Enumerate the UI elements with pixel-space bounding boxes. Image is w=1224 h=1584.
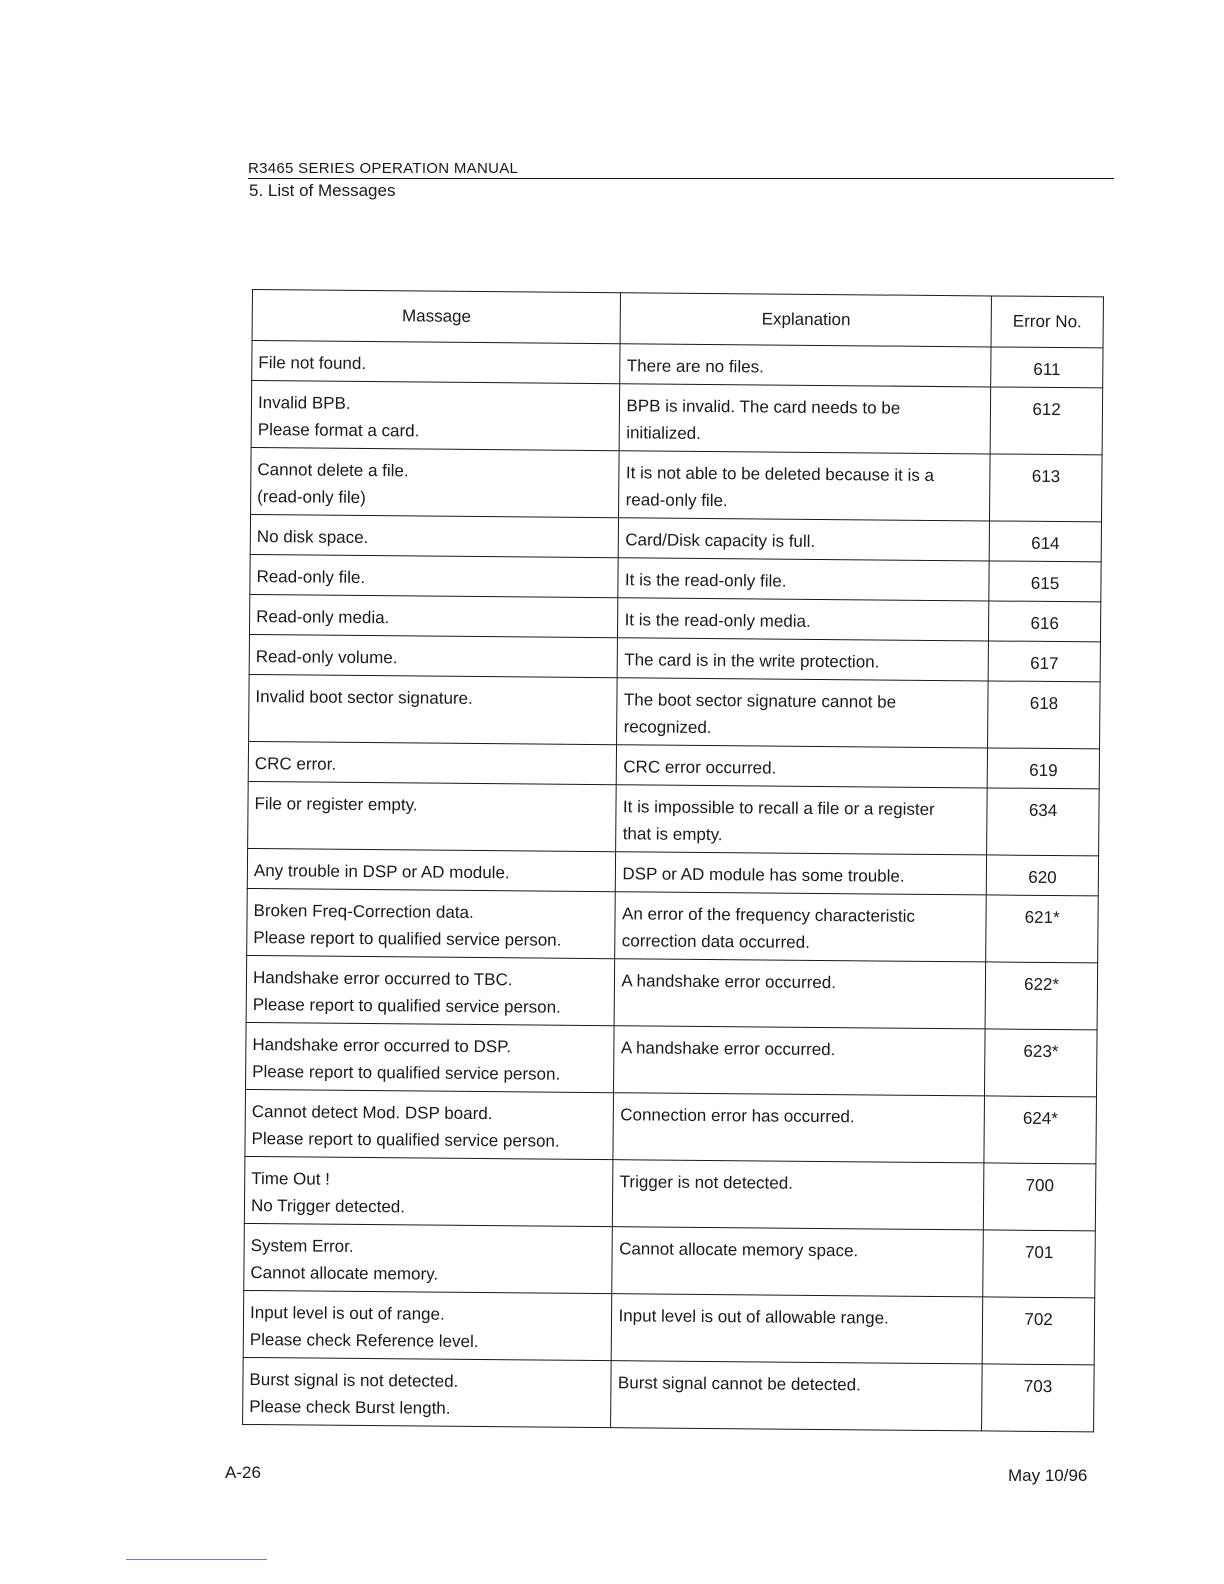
message-cell [248, 741, 617, 784]
explanation-cell-line: A handshake error occurred. [620, 1038, 836, 1060]
explanation-cell-line: Trigger is not detected. [619, 1172, 794, 1193]
error-number-cell: 618 [988, 681, 1100, 749]
message-cell-line: Broken Freq-Correction data. [253, 901, 474, 922]
message-cell-line: Read-only media. [256, 607, 390, 628]
explanation-cell [616, 852, 987, 895]
error-number-cell: 702 [982, 1297, 1094, 1365]
manual-title: R3465 SERIES OPERATION MANUAL [248, 160, 1114, 179]
table-row [246, 1022, 1098, 1096]
explanation-cell [619, 451, 990, 521]
explanation-cell [618, 638, 989, 681]
error-number-cell: 619 [987, 748, 1099, 789]
message-cell-line: Please report to qualified service person. [252, 1062, 561, 1084]
message-cell-line: Burst signal is not detected. [249, 1370, 459, 1391]
message-cell-line: File or register empty. [254, 794, 418, 815]
explanation-cell-line: DSP or AD module has some trouble. [622, 864, 905, 886]
error-number-cell: 621* [986, 895, 1098, 963]
message-cell-line: Time Out ! [251, 1169, 331, 1189]
explanation-cell-line: It is the read-only file. [624, 570, 787, 591]
message-cell-line: Handshake error occurred to DSP. [252, 1035, 512, 1057]
table-row [251, 381, 1103, 455]
message-cell-line: CRC error. [254, 754, 337, 774]
error-number-cell: 634 [987, 788, 1099, 856]
message-cell-line: (read-only file) [257, 487, 366, 508]
explanation-cell-line: It is impossible to recall a file or a register [622, 797, 935, 819]
message-cell [250, 554, 619, 597]
table-row [247, 888, 1099, 962]
message-cell [246, 1022, 615, 1092]
message-cell [243, 1357, 612, 1427]
table-row [249, 674, 1101, 748]
error-number-cell: 617 [988, 641, 1100, 682]
table-row [245, 1089, 1097, 1163]
message-cell [251, 447, 620, 517]
explanation-cell [620, 344, 991, 387]
message-cell [246, 955, 615, 1025]
message-cell [247, 848, 616, 891]
explanation-cell-line: read-only file. [625, 490, 728, 511]
error-number-cell: 616 [989, 601, 1101, 642]
message-cell [252, 341, 621, 384]
error-number-cell: 615 [989, 561, 1101, 602]
explanation-cell-line: Burst signal cannot be detected. [617, 1373, 861, 1395]
table-row [244, 1223, 1096, 1297]
explanation-cell-line: A handshake error occurred. [621, 971, 837, 993]
message-cell-line: Cannot detect Mod. DSP board. [251, 1102, 493, 1124]
message-cell-line: Any trouble in DSP or AD module. [253, 861, 510, 883]
message-cell-line: Invalid boot sector signature. [255, 687, 473, 708]
messages-table [242, 289, 1104, 1432]
error-number-cell: 701 [983, 1230, 1095, 1298]
message-cell-line: System Error. [250, 1236, 354, 1256]
explanation-cell-line: that is empty. [622, 824, 723, 845]
error-number-cell: 623* [985, 1029, 1097, 1097]
message-cell-line: No disk space. [256, 527, 369, 548]
explanation-cell [613, 1093, 984, 1163]
column-header-error-no: Error No. [991, 296, 1103, 348]
explanation-cell [617, 745, 988, 788]
message-cell-line: Input level is out of range. [249, 1303, 445, 1324]
message-cell [244, 1156, 613, 1226]
table-row [251, 447, 1103, 521]
table-row [243, 1290, 1095, 1364]
message-cell [249, 674, 618, 744]
message-cell [248, 781, 617, 851]
error-number-cell: 613 [990, 454, 1102, 522]
explanation-cell [619, 518, 990, 561]
explanation-cell [612, 1227, 983, 1297]
footer-rule [126, 1559, 267, 1560]
explanation-cell [618, 558, 989, 601]
explanation-cell-line: Connection error has occurred. [620, 1105, 855, 1127]
page-number: A-26 [225, 1463, 261, 1482]
explanation-cell-line: The boot sector signature cannot be [623, 690, 897, 712]
message-cell-line: Cannot delete a file. [257, 460, 409, 481]
explanation-cell-line: recognized. [623, 717, 712, 738]
explanation-cell-line: correction data occurred. [621, 931, 810, 952]
explanation-cell-line: It is the read-only media. [624, 610, 811, 631]
explanation-cell-line: BPB is invalid. The card needs to be [626, 396, 901, 418]
table-header-row [252, 290, 1103, 348]
message-cell-line: Please check Reference level. [249, 1330, 479, 1352]
explanation-cell-line: The card is in the write protection. [624, 650, 880, 672]
message-cell [245, 1089, 614, 1159]
explanation-cell [618, 598, 989, 641]
column-header-explanation: Explanation [621, 293, 992, 347]
explanation-cell [615, 959, 986, 1029]
explanation-cell-line: There are no files. [626, 356, 764, 377]
message-cell-line: File not found. [258, 353, 367, 373]
message-cell-line: Read-only volume. [255, 647, 398, 668]
error-number-cell: 611 [991, 347, 1103, 388]
explanation-cell [612, 1294, 983, 1364]
message-cell [250, 514, 619, 557]
message-cell [251, 381, 620, 451]
message-cell-line: Handshake error occurred to TBC. [252, 968, 513, 990]
error-number-cell: 614 [989, 521, 1101, 562]
explanation-cell-line: Card/Disk capacity is full. [625, 530, 816, 551]
table-row [243, 1357, 1095, 1431]
message-cell [249, 594, 618, 637]
message-cell [243, 1290, 612, 1360]
explanation-cell-line: An error of the frequency characteristic [621, 904, 916, 926]
message-cell-line: Invalid BPB. [257, 393, 351, 413]
message-cell-line: No Trigger detected. [250, 1196, 406, 1217]
explanation-cell [614, 1026, 985, 1096]
explanation-cell [620, 384, 991, 454]
explanation-cell [613, 1160, 984, 1230]
table-body [243, 341, 1103, 1432]
message-cell-line: Please report to qualified service person. [253, 928, 562, 950]
revision-date: May 10/96 [1008, 1466, 1088, 1485]
error-number-cell: 620 [986, 855, 1098, 896]
message-cell-line: Please format a card. [257, 420, 420, 441]
explanation-cell [615, 892, 986, 962]
message-cell-line: Cannot allocate memory. [250, 1263, 439, 1284]
message-cell-line: Read-only file. [256, 567, 366, 587]
message-cell-line: Please report to qualified service person. [251, 1129, 560, 1151]
table-row [244, 1156, 1096, 1230]
column-header-message: Massage [252, 290, 621, 344]
explanation-cell-line: Cannot allocate memory space. [619, 1239, 859, 1261]
explanation-cell-line: CRC error occurred. [623, 757, 777, 778]
section-title: 5. List of Messages [249, 181, 396, 200]
error-number-cell: 624* [984, 1096, 1096, 1164]
explanation-cell [617, 678, 988, 748]
error-number-cell: 703 [982, 1364, 1094, 1432]
explanation-cell-line: Input level is out of allowable range. [618, 1306, 889, 1328]
page-header [248, 160, 1114, 201]
message-cell-line: Please report to qualified service person. [252, 995, 561, 1017]
explanation-cell [616, 785, 987, 855]
error-number-cell: 622* [985, 962, 1097, 1030]
message-cell [247, 888, 616, 958]
error-number-cell: 700 [983, 1163, 1095, 1231]
message-cell [244, 1223, 613, 1293]
table-row [248, 781, 1100, 855]
explanation-cell [611, 1361, 982, 1431]
message-cell [249, 634, 618, 677]
message-cell-line: Please check Burst length. [249, 1397, 451, 1418]
explanation-cell-line: It is not able to be deleted because it is a [625, 463, 935, 485]
error-number-cell: 612 [990, 387, 1102, 455]
table-row [246, 955, 1098, 1029]
explanation-cell-line: initialized. [626, 423, 701, 443]
